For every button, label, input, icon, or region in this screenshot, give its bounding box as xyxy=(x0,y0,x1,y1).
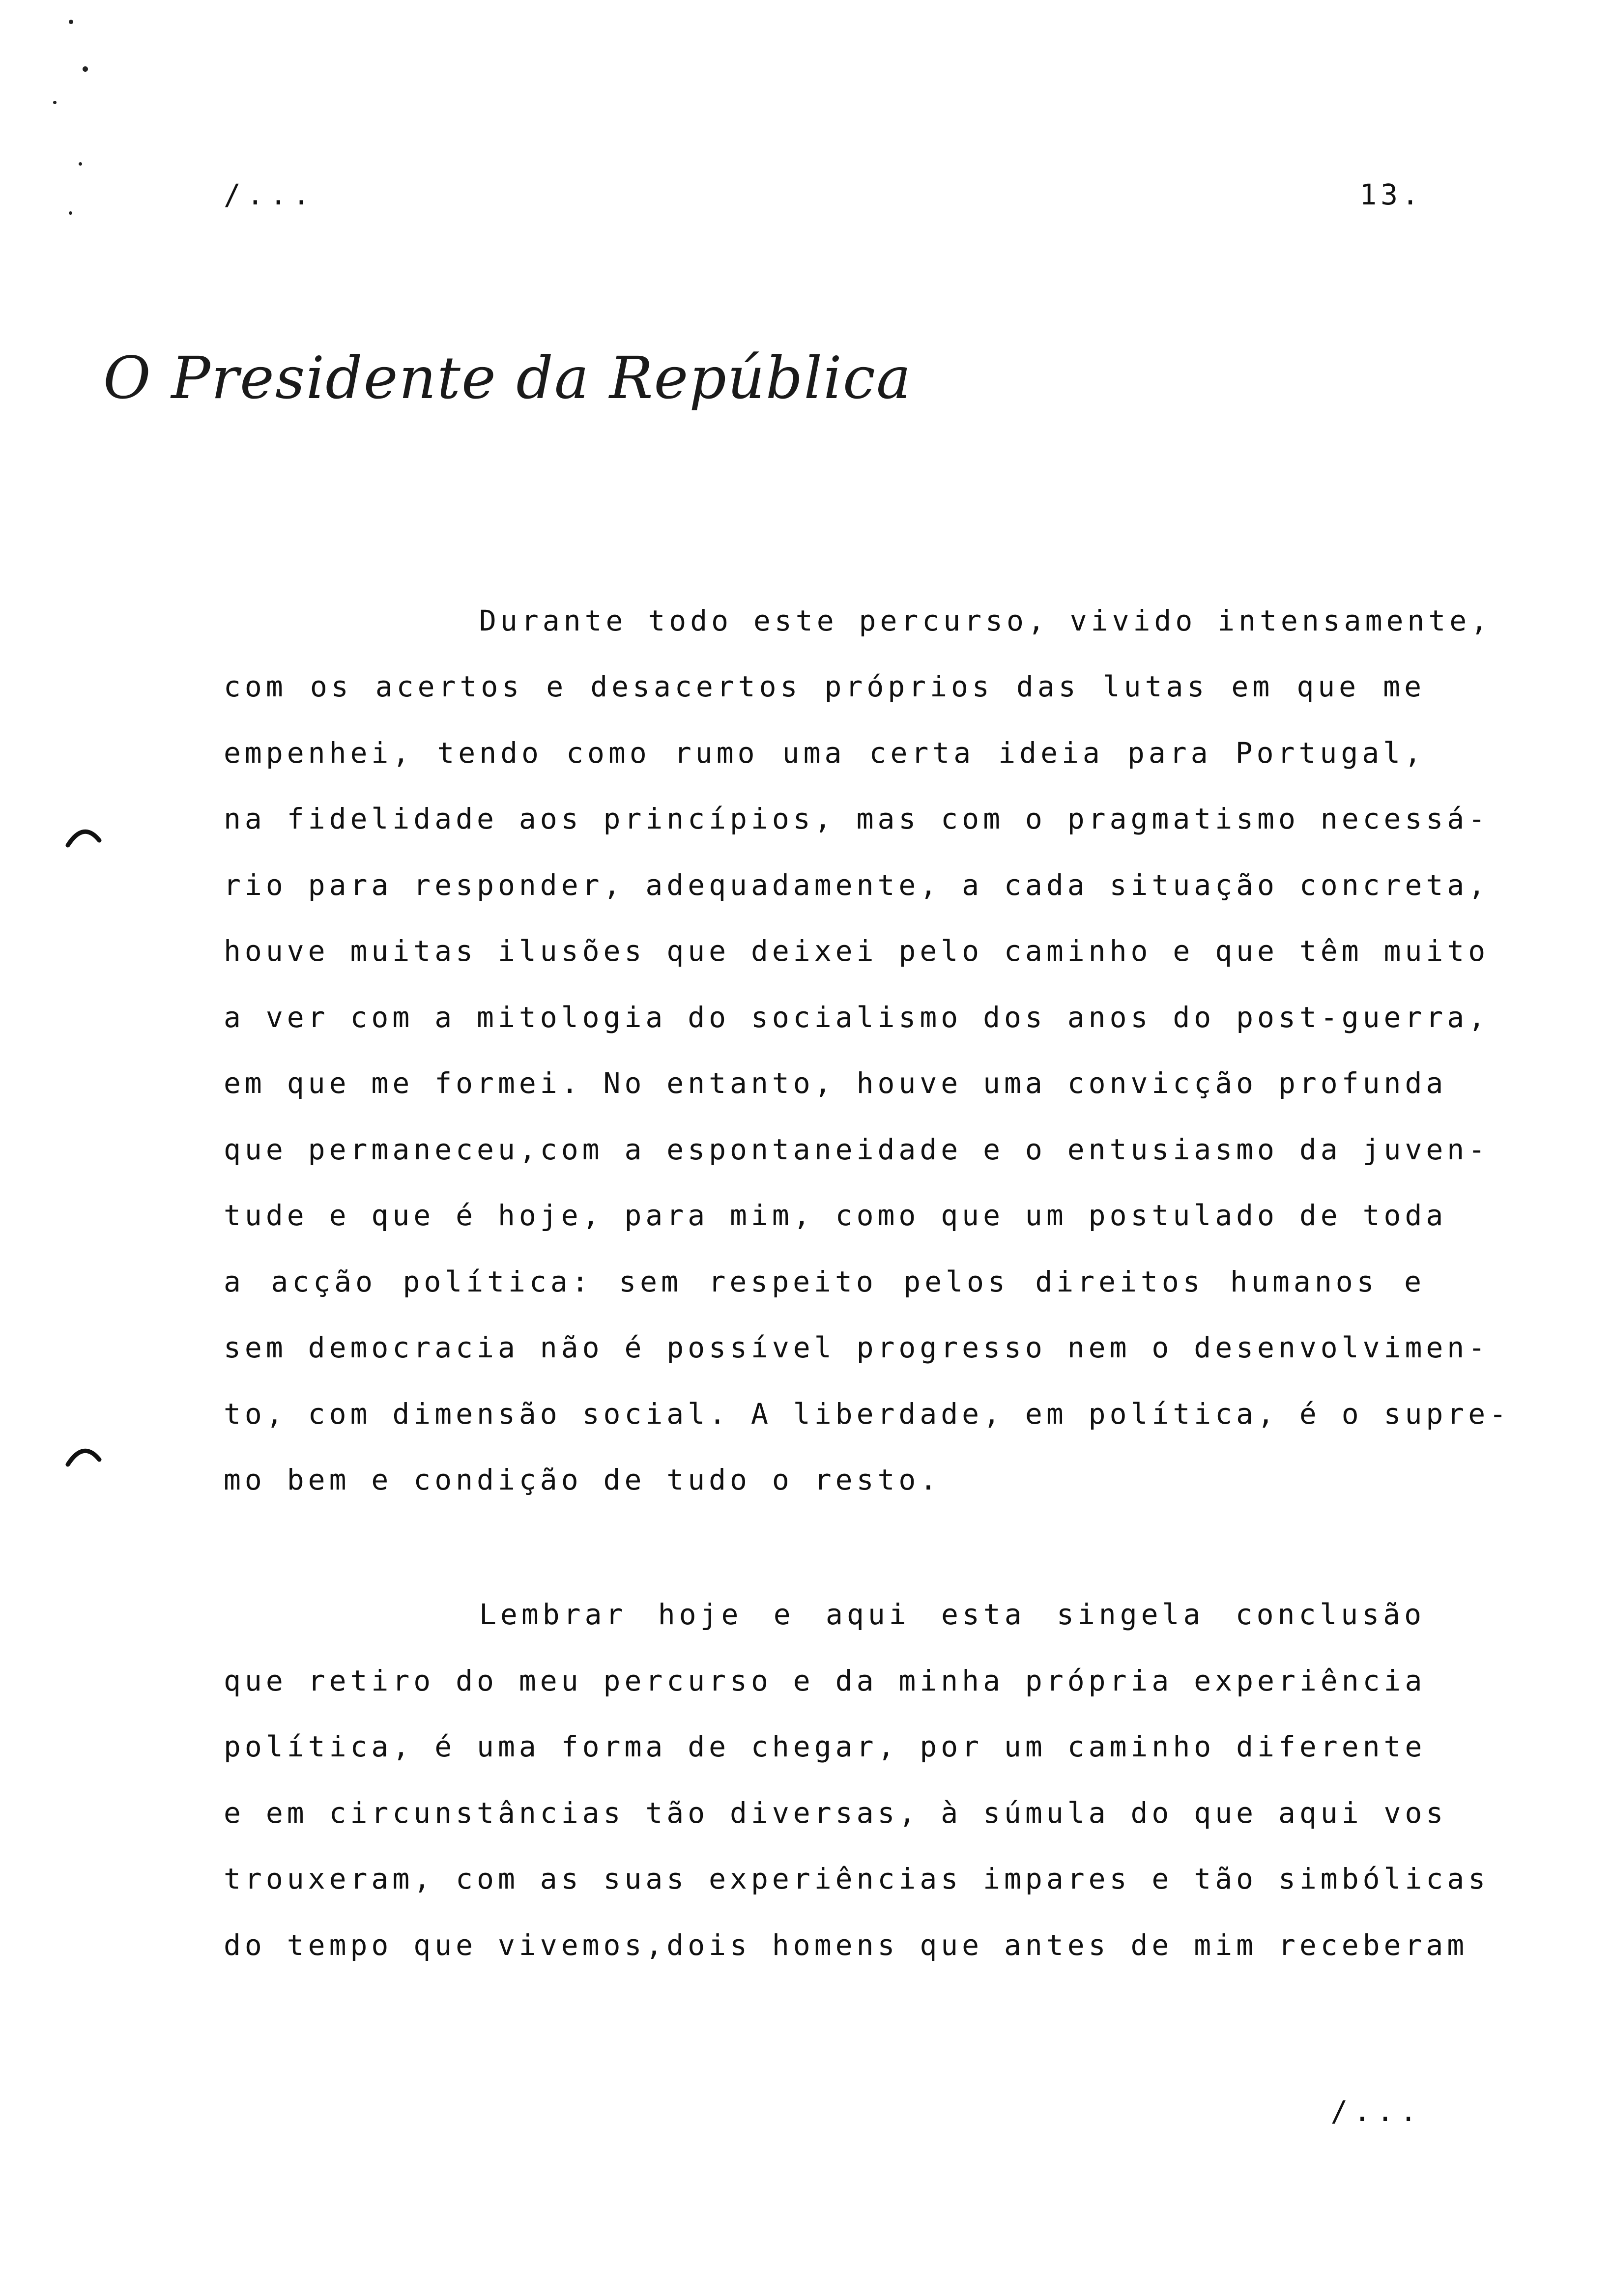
header-continuation-mark: /... xyxy=(224,178,316,211)
paragraph-2-line: Lembrar hoje e aqui esta singela conclusão xyxy=(479,1598,1425,1631)
paragraph-1-line: na fidelidade aos princípios, mas com o pragmatismo necessá- xyxy=(224,802,1490,835)
paragraph-2-line: do tempo que vivemos,dois homens que antes de mim receberam xyxy=(224,1928,1468,1962)
paragraph-1-line: com os acertos e desacertos próprios das lutas em que me xyxy=(224,670,1425,703)
footer-continuation-mark: /... xyxy=(1330,2095,1423,2128)
paragraph-1-line: que permaneceu,com a espontaneidade e o entusiasmo da juven- xyxy=(224,1133,1490,1166)
scan-speck xyxy=(79,162,82,166)
paragraph-1-line: mo bem e condição de tudo o resto. xyxy=(224,1463,941,1496)
paragraph-1-line: a acção política: sem respeito pelos direitos humanos e xyxy=(224,1265,1425,1298)
paragraph-1-line: em que me formei. No entanto, houve uma convicção profunda xyxy=(224,1066,1447,1100)
paragraph-1-line: houve muitas ilusões que deixei pelo caminho e que têm muito xyxy=(224,934,1490,968)
scan-speck xyxy=(69,211,72,215)
paragraph-1-line: empenhei, tendo como rumo uma certa ideia para Portugal, xyxy=(224,736,1425,770)
page-number: 13. xyxy=(1359,178,1423,211)
paragraph-1-line: tude e que é hoje, para mim, como que um postulado de toda xyxy=(224,1199,1447,1232)
paragraph-2-line: trouxeram, com as suas experiências impares e tão simbólicas xyxy=(224,1862,1490,1895)
scan-speck xyxy=(69,20,73,24)
scan-speck xyxy=(83,66,88,72)
margin-punch-mark xyxy=(64,1435,103,1474)
paragraph-1-line: rio para responder, adequadamente, a cada situação concreta, xyxy=(224,868,1490,902)
paragraph-2-line: que retiro do meu percurso e da minha própria experiência xyxy=(224,1664,1426,1697)
paragraph-1-line: to, com dimensão social. A liberdade, em política, é o supre- xyxy=(224,1397,1511,1431)
paragraph-1-line: a ver com a mitologia do socialismo dos anos do post-guerra, xyxy=(224,1001,1490,1034)
scan-speck xyxy=(53,101,57,104)
paragraph-2-line: política, é uma forma de chegar, por um caminho diferente xyxy=(224,1730,1426,1763)
paragraph-1-line: Durante todo este percurso, vivido intensamente, xyxy=(479,604,1492,637)
paragraph-1-line: sem democracia não é possível progresso nem o desenvolvimen- xyxy=(224,1331,1490,1364)
paragraph-2-line: e em circunstâncias tão diversas, à súmula do que aqui vos xyxy=(224,1796,1447,1830)
letterhead-title: O Presidente da República xyxy=(103,344,912,412)
margin-punch-mark xyxy=(64,816,103,855)
